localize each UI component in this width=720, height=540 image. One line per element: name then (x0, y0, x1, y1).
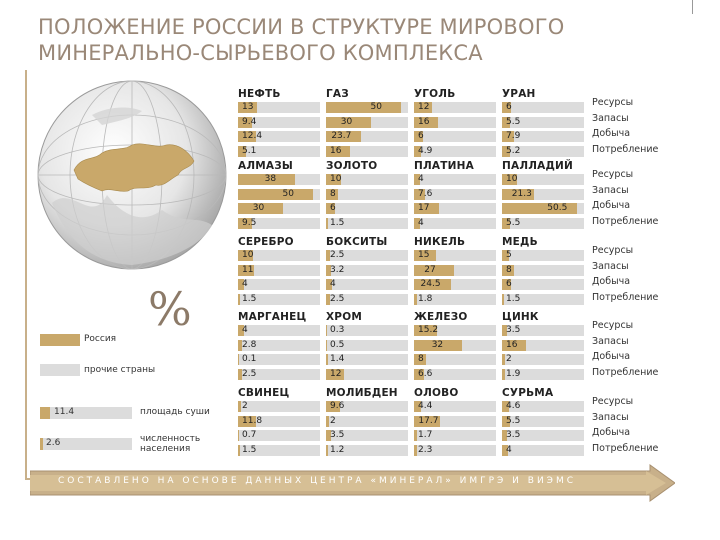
bar-value-label: 1.4 (330, 354, 345, 364)
panel-title: НИКЕЛЬ (414, 236, 466, 248)
bar-row (414, 353, 496, 366)
bar-row (238, 353, 320, 366)
bar-value-label: 0.7 (242, 430, 257, 440)
row-label: Запасы (592, 112, 629, 124)
globe-image (32, 75, 232, 275)
bar-fill (502, 294, 504, 305)
bar-value-label: 12 (330, 368, 342, 379)
row-label: Запасы (592, 335, 629, 347)
bar-row (326, 202, 408, 215)
bar-value-label: 16 (330, 145, 342, 156)
bar-value-label: 10 (242, 250, 254, 260)
panel-title: ЗОЛОТО (326, 160, 378, 172)
bar-value-label: 5 (506, 250, 512, 260)
bar-row (238, 444, 320, 457)
row-label: Добыча (592, 351, 631, 362)
bar-value-label: 3.5 (506, 430, 521, 440)
bar-row (502, 444, 584, 457)
bar-fill (326, 325, 327, 336)
bar-value-label: 1.5 (330, 217, 345, 228)
bar-row (238, 188, 320, 201)
bar-row (414, 116, 496, 129)
bar-row (502, 202, 584, 215)
bar-value-label: 2.3 (418, 444, 433, 455)
bar-row (238, 173, 320, 186)
bar-value-label: 5.2 (506, 145, 521, 156)
bar-fill (502, 354, 505, 365)
bar-row (502, 217, 584, 230)
bar-row (326, 264, 408, 277)
bar-value-label: 13 (242, 102, 254, 112)
bar-value-label: 17 (418, 203, 430, 213)
bar-fill (238, 354, 239, 365)
bar-background (326, 203, 408, 214)
bar-value-label: 10 (330, 174, 342, 184)
bar-row (326, 368, 408, 381)
bar-row (502, 130, 584, 143)
bar-value-label: 32 (431, 339, 444, 350)
bar-row (502, 400, 584, 413)
bar-value-label: 7.6 (418, 188, 433, 199)
bar-value-label: 2.5 (242, 368, 257, 379)
bar-value-label: 6.6 (418, 368, 433, 379)
panel-title: БОКСИТЫ (326, 236, 388, 248)
bar-row (326, 173, 408, 186)
bar-row (502, 101, 584, 114)
bar-background (326, 189, 408, 200)
bar-row (414, 429, 496, 442)
bar-value-label: 5.5 (506, 116, 521, 127)
bar-row (502, 188, 584, 201)
bar-value-label: 8 (330, 188, 336, 199)
bar-row (326, 324, 408, 337)
bar-value-label: 50.5 (547, 203, 568, 213)
bar-value-label: 16 (418, 116, 430, 127)
row-label: Запасы (592, 411, 629, 423)
bar-value-label: 5.5 (506, 415, 521, 426)
bar-value-label: 11.8 (242, 415, 263, 426)
bar-value-label: 2.5 (330, 293, 345, 304)
bar-value-label: 9.4 (242, 116, 257, 127)
bar-row (414, 293, 496, 306)
panel-title: СВИНЕЦ (238, 387, 290, 399)
bar-row (414, 278, 496, 291)
bar-row (414, 101, 496, 114)
bar-row (238, 130, 320, 143)
row-label: Запасы (592, 260, 629, 272)
area-label: площадь суши (140, 407, 210, 417)
row-label: Потребление (592, 291, 659, 303)
bar-background (502, 445, 584, 456)
bar-value-label: 4 (330, 279, 336, 289)
area-value: 11.4 (54, 407, 75, 417)
panel-title: ЦИНК (502, 311, 539, 323)
bar-background (238, 325, 320, 336)
bar-row (326, 400, 408, 413)
row-label: Добыча (592, 427, 631, 438)
bar-row (238, 249, 320, 262)
bar-row (238, 415, 320, 428)
bar-value-label: 24.5 (420, 279, 441, 289)
bar-value-label: 5.1 (242, 145, 257, 156)
bar-row (502, 278, 584, 291)
panel-title: ЖЕЛЕЗО (414, 311, 468, 323)
corner-mark (692, 0, 693, 14)
page-title: ПОЛОЖЕНИЕ РОССИИ В СТРУКТУРЕ МИРОВОГО МИНЕРАЛЬНО-СЫРЬЕВОГО КОМПЛЕКСА (38, 15, 565, 65)
bar-row (326, 101, 408, 114)
bar-fill (238, 430, 239, 441)
bar-row (238, 278, 320, 291)
frame-left-line (25, 70, 27, 480)
bar-row (326, 145, 408, 158)
bar-fill (326, 218, 328, 229)
bar-value-label: 6 (330, 203, 336, 213)
panel-title: АЛМАЗЫ (238, 160, 293, 172)
panel-title: ПЛАТИНА (414, 160, 474, 172)
bar-fill (326, 416, 329, 427)
bar-value-label: 1.5 (242, 444, 257, 455)
bar-row (238, 217, 320, 230)
panel-title: НЕФТЬ (238, 88, 281, 100)
population-value: 2.6 (46, 438, 61, 448)
bar-row (326, 217, 408, 230)
legend-russia-swatch (40, 334, 80, 346)
bar-value-label: 15.2 (418, 325, 439, 335)
bar-row (414, 202, 496, 215)
bar-row (326, 415, 408, 428)
bar-value-label: 2.5 (330, 250, 345, 260)
bar-row (326, 339, 408, 352)
bar-value-label: 0.3 (330, 325, 345, 335)
row-label: Потребление (592, 143, 659, 155)
panel-title: СУРЬМА (502, 387, 554, 399)
bar-row (238, 116, 320, 129)
bar-value-label: 11 (242, 264, 254, 275)
row-label: Ресурсы (592, 245, 634, 256)
bar-fill (238, 401, 241, 412)
bar-row (502, 353, 584, 366)
bar-value-label: 9.6 (330, 401, 345, 411)
bar-value-label: 2 (506, 354, 512, 364)
legend-others-swatch (40, 364, 80, 376)
bar-value-label: 3.5 (330, 430, 345, 440)
bar-row (414, 339, 496, 352)
bar-value-label: 4 (418, 217, 424, 228)
bar-value-label: 0.1 (242, 354, 257, 364)
bar-row (414, 368, 496, 381)
bar-background (502, 102, 584, 113)
panel-title: СЕРЕБРО (238, 236, 294, 248)
bar-row (326, 293, 408, 306)
bar-fill (326, 340, 327, 351)
bar-fill (414, 445, 417, 456)
row-label: Запасы (592, 184, 629, 196)
bar-row (502, 293, 584, 306)
bar-value-label: 10 (506, 174, 518, 184)
bar-value-label: 8 (418, 354, 424, 364)
panel-title: МЕДЬ (502, 236, 538, 248)
bar-value-label: 9.5 (242, 217, 257, 228)
bar-fill (238, 445, 240, 456)
bar-row (502, 429, 584, 442)
bar-background (414, 354, 496, 365)
bar-background (238, 279, 320, 290)
bar-value-label: 1.5 (242, 293, 257, 304)
bar-value-label: 3.2 (330, 264, 345, 275)
bar-row (238, 429, 320, 442)
panel-title: ХРОМ (326, 311, 362, 323)
bar-value-label: 21.3 (511, 188, 532, 199)
bar-row (414, 400, 496, 413)
bar-value-label: 4 (242, 279, 248, 289)
bar-row (326, 188, 408, 201)
footer-band-text: СОСТАВЛЕНО НА ОСНОВЕ ДАННЫХ ЦЕНТРА «МИНЕРАЛ» ИМГРЭ И ВИЭМС (58, 476, 577, 486)
bar-value-label: 1.5 (506, 293, 521, 304)
bar-row (502, 173, 584, 186)
bar-row (326, 444, 408, 457)
bar-row (238, 293, 320, 306)
bar-value-label: 1.8 (418, 293, 433, 304)
bar-value-label: 2.8 (242, 339, 257, 350)
bar-value-label: 4.6 (506, 401, 521, 411)
bar-value-label: 6 (506, 279, 512, 289)
bar-value-label: 5.5 (506, 217, 521, 228)
bar-row (238, 145, 320, 158)
legend-others-label: прочие страны (84, 365, 156, 375)
bar-row (502, 116, 584, 129)
bar-row (326, 116, 408, 129)
bar-value-label: 12.4 (242, 131, 263, 141)
row-label: Потребление (592, 366, 659, 378)
bar-background (326, 279, 408, 290)
bar-row (502, 339, 584, 352)
bar-background (414, 131, 496, 142)
bar-value-label: 0.5 (330, 339, 345, 350)
bar-row (326, 278, 408, 291)
bar-value-label: 4 (506, 444, 512, 455)
bar-row (414, 145, 496, 158)
bar-value-label: 30 (340, 116, 353, 127)
row-label: Ресурсы (592, 396, 634, 407)
bar-background (326, 416, 408, 427)
population-label: численность населения (140, 434, 201, 454)
bar-value-label: 23.7 (331, 131, 352, 141)
bar-fill (326, 354, 328, 365)
bar-row (414, 415, 496, 428)
bar-value-label: 16 (506, 339, 518, 350)
bar-row (414, 188, 496, 201)
bar-row (502, 324, 584, 337)
bar-background (414, 218, 496, 229)
row-label: Ресурсы (592, 97, 634, 108)
bar-row (326, 429, 408, 442)
bar-value-label: 12 (418, 102, 430, 112)
bar-value-label: 17.7 (418, 415, 439, 426)
bar-value-label: 15 (418, 250, 430, 260)
bar-value-label: 50 (282, 188, 294, 199)
bar-row (238, 368, 320, 381)
panel-title: УГОЛЬ (414, 88, 456, 100)
bar-fill (238, 294, 240, 305)
bar-value-label: 4 (418, 174, 424, 184)
bar-row (238, 400, 320, 413)
panel-title: ОЛОВО (414, 387, 459, 399)
bar-fill (502, 369, 505, 380)
bar-value-label: 1.7 (418, 430, 433, 440)
bar-value-label: 2 (330, 415, 336, 426)
bar-row (502, 249, 584, 262)
row-label: Ресурсы (592, 169, 634, 180)
legend-russia-label: Россия (84, 334, 117, 344)
bar-row (414, 444, 496, 457)
bar-row (502, 264, 584, 277)
bar-value-label: 4.4 (418, 401, 433, 411)
bar-value-label: 4.9 (418, 145, 433, 156)
row-label: Ресурсы (592, 320, 634, 331)
bar-value-label: 27 (424, 264, 436, 275)
bar-row (238, 202, 320, 215)
bar-row (238, 339, 320, 352)
percent-sign: % (148, 282, 188, 336)
bar-background (502, 279, 584, 290)
bar-background (502, 354, 584, 365)
bar-value-label: 1.2 (330, 444, 345, 455)
bar-row (414, 264, 496, 277)
bar-row (238, 324, 320, 337)
bar-row (502, 145, 584, 158)
panel-title: ПАЛЛАДИЙ (502, 160, 574, 172)
bar-value-label: 1.9 (506, 368, 521, 379)
bar-row (414, 249, 496, 262)
row-label: Добыча (592, 200, 631, 211)
bar-row (238, 264, 320, 277)
bar-value-label: 50 (370, 102, 382, 112)
bar-fill (414, 294, 417, 305)
population-bar-fill (40, 438, 43, 450)
bar-background (238, 401, 320, 412)
bar-row (502, 368, 584, 381)
panel-title: ГАЗ (326, 88, 349, 100)
bar-value-label: 4 (242, 325, 248, 335)
bar-value-label: 6 (418, 131, 424, 141)
bar-fill (326, 445, 328, 456)
row-label: Добыча (592, 276, 631, 287)
bar-value-label: 6 (506, 102, 512, 112)
panel-title: МОЛИБДЕН (326, 387, 398, 399)
bar-row (326, 353, 408, 366)
panel-title: УРАН (502, 88, 536, 100)
bar-value-label: 30 (252, 203, 265, 213)
bar-fill (414, 430, 417, 441)
bar-row (238, 101, 320, 114)
bar-row (414, 217, 496, 230)
bar-row (414, 130, 496, 143)
bar-row (414, 324, 496, 337)
panel-title: МАРГАНЕЦ (238, 311, 307, 323)
bar-row (326, 249, 408, 262)
bar-background (502, 265, 584, 276)
row-label: Добыча (592, 128, 631, 139)
bar-value-label: 7.9 (506, 131, 521, 141)
bar-fill (326, 102, 401, 113)
bar-row (326, 130, 408, 143)
bar-value-label: 2 (242, 401, 248, 411)
bar-background (502, 250, 584, 261)
bar-row (502, 415, 584, 428)
bar-fill (238, 189, 313, 200)
row-label: Потребление (592, 442, 659, 454)
bar-value-label: 8 (506, 264, 512, 275)
area-bar-fill (40, 407, 50, 419)
bar-value-label: 38 (264, 174, 277, 184)
bar-background (414, 174, 496, 185)
row-label: Потребление (592, 215, 659, 227)
bar-value-label: 3.5 (506, 325, 521, 335)
bar-row (414, 173, 496, 186)
